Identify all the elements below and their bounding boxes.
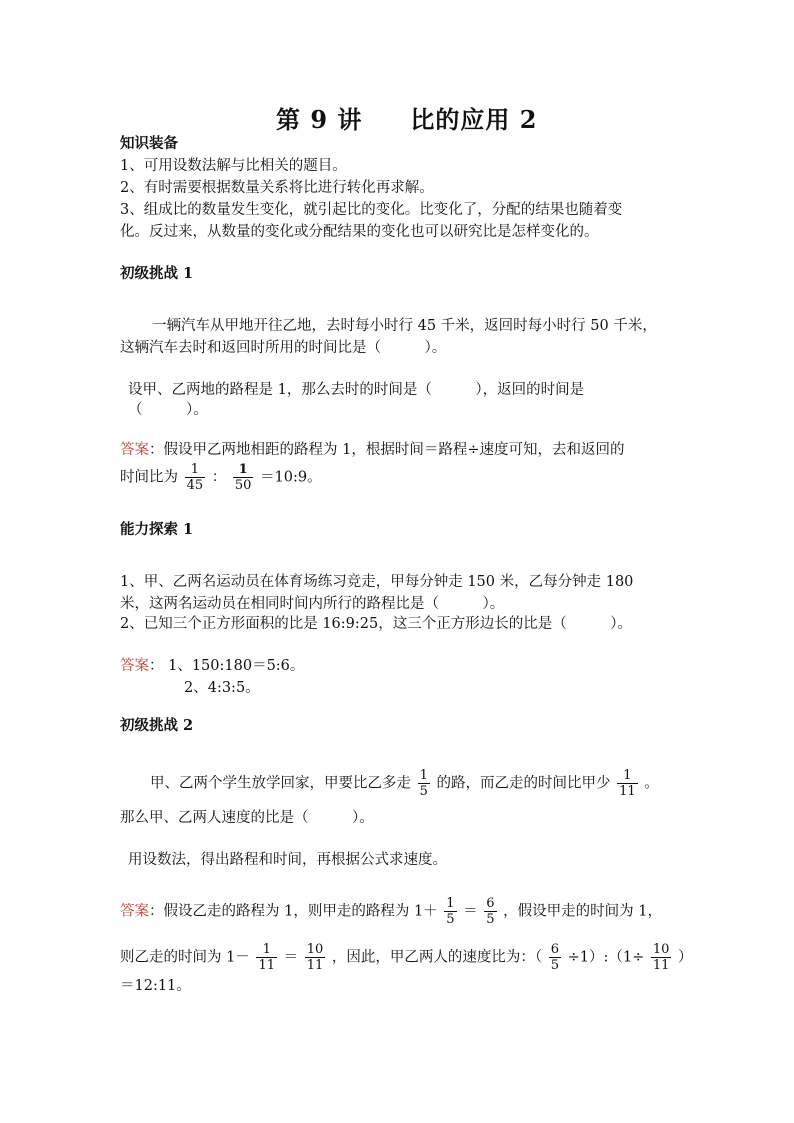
problem-text: 这辆汽车去时和返回时所用的时间比是（ ）。: [120, 340, 447, 356]
answer-line: 2、4:3:5。: [184, 680, 260, 696]
answer-line: 答案：假设乙走的路程为 1，则甲走的路程为 1＋ $\frac{1}{5}$ ＝ $\frac{6}{5}$ ，假设甲走的时间为 1，: [120, 896, 663, 927]
fraction: $\frac{1}{50}$: [234, 462, 252, 493]
answer-label: 答案: [120, 658, 149, 674]
prep-item: 2、有时需要根据数量关系将比进行转化再求解。: [120, 180, 434, 196]
section-heading: 初级挑战 1: [120, 265, 194, 282]
section-heading: 初级挑战 2: [120, 717, 194, 734]
lecture-number: 第 9 讲: [276, 105, 363, 134]
fraction: $\frac{1}{11}$: [619, 768, 636, 799]
prep-item: 3、组成比的数量发生变化，就引起比的变化。比变化了，分配的结果也随着变: [120, 202, 623, 218]
fraction: $\frac{6}{5}$: [486, 896, 495, 927]
answer-label: 答案: [120, 442, 149, 458]
problem-text: 一辆汽车从甲地开往乙地，去时每小时行 45 千米，返回时每小时行 50 千米，: [152, 318, 657, 334]
prep-item: 1、可用设数法解与比相关的题目。: [120, 158, 347, 174]
fraction: $\frac{1}{45}$: [186, 462, 204, 493]
fraction: $\frac{1}{5}$: [446, 896, 455, 927]
hint-text: （ ）。: [128, 402, 208, 418]
problem-text: 1、甲、乙两名运动员在体育场练习竞走，甲每分钟走 150 米，乙每分钟走 180: [120, 574, 634, 590]
problem-text: 2、已知三个正方形面积的比是 16:9:25，这三个正方形边长的比是（ ）。: [120, 616, 632, 632]
section-heading: 能力探索 1: [120, 521, 194, 538]
answer-line: 答案： 1、150:180＝5:6。: [120, 658, 305, 674]
answer-line: 则乙走的时间为 1－ $\frac{1}{11}$ ＝ $\frac{10}{11}$ ，因此，甲乙两人的速度比为：（ $\frac{6}{5}$ ÷1）:（1÷ $\frac{10}{11}$ ）: [120, 942, 693, 973]
answer-label: 答案: [120, 903, 149, 920]
page-title: [276, 100, 537, 135]
fraction: $\frac{6}{5}$: [550, 942, 560, 973]
answer-line: 答案：假设甲乙两地相距的路程为 1，根据时间＝路程÷速度可知，去和返回的: [120, 442, 625, 458]
problem-text: 那么甲、乙两人速度的比是（ ）。: [120, 810, 374, 826]
fraction: $\frac{10}{11}$: [652, 942, 670, 973]
fraction: $\frac{10}{11}$: [306, 942, 324, 973]
answer-line: 时间比为 $\frac{1}{45}$ ： $\frac{1}{50}$ ＝10:9。: [120, 462, 322, 493]
prep-item: 化。反过来，从数量的变化或分配结果的变化也可以研究比是怎样变化的。: [120, 224, 599, 240]
answer-line: ＝12:11。: [120, 978, 191, 994]
hint-text: 用设数法，得出路程和时间，再根据公式求速度。: [128, 852, 447, 868]
fraction: $\frac{1}{5}$: [419, 768, 428, 799]
fraction: $\frac{1}{11}$: [258, 942, 275, 973]
problem-text: 甲、乙两个学生放学回家，甲要比乙多走 $\frac{1}{5}$ 的路，而乙走的时间比甲少 $\frac{1}{11}$ 。: [150, 768, 659, 799]
hint-text: 设甲、乙两地的路程是 1，那么去时的时间是（ ），返回的时间是: [128, 382, 585, 398]
lecture-topic: 比的应用 2: [410, 105, 538, 134]
problem-text: 米，这两名运动员在相同时间内所行的路程比是（ ）。: [120, 596, 505, 612]
prep-heading: 知识装备: [120, 135, 178, 152]
